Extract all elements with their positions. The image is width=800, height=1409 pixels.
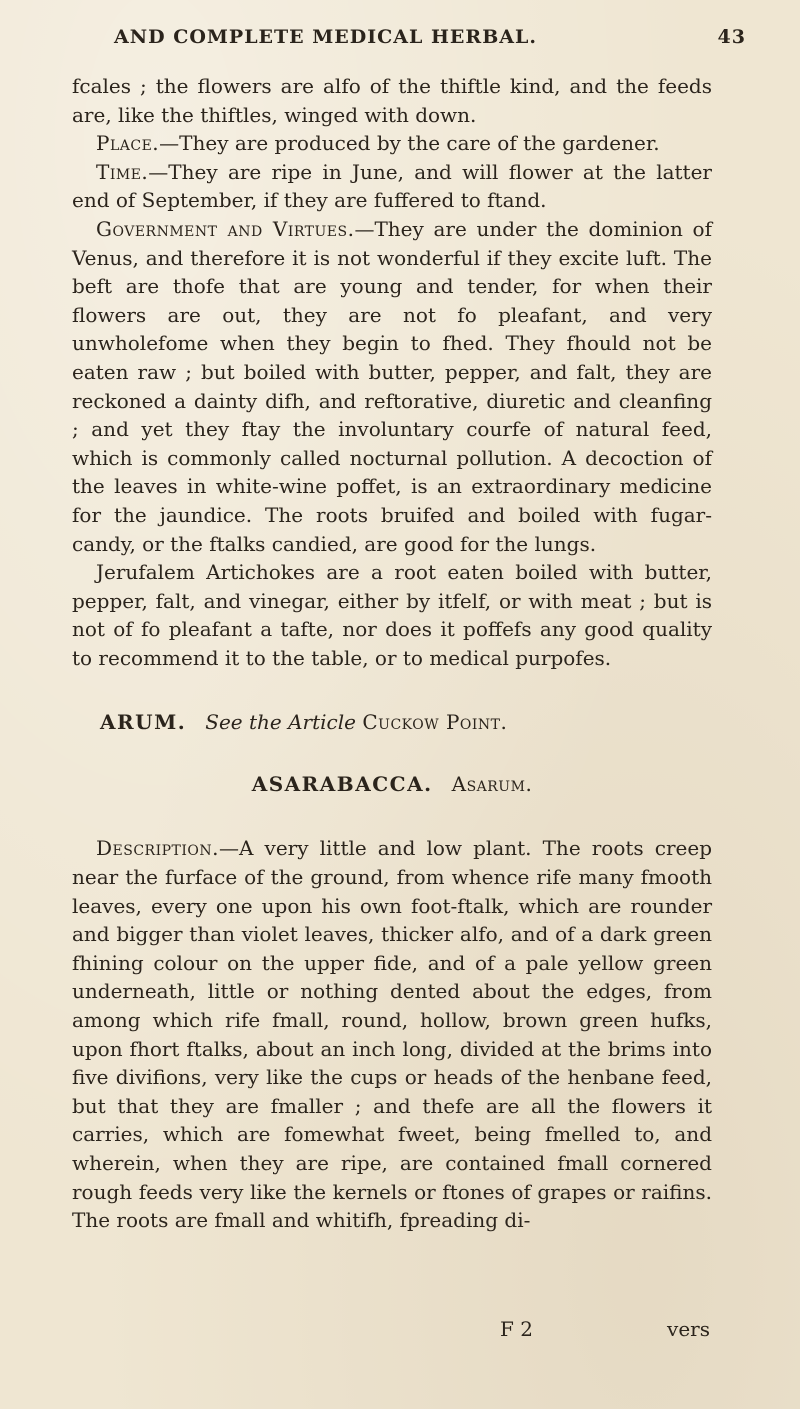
government-label: Government and Virtues. (96, 216, 355, 241)
paragraph-jerusalem-artichokes: Jerufalem Artichokes are a root eaten boiled with butter, pepper, falt, and vinegar, either by itfelf, or with meat ; but is not of fo pleafant a tafte, nor does it poffefs any good quality to recommend it to the table, or to medical purpofes. (72, 560, 712, 670)
asarabacca-heading: ASARABACCA. (251, 772, 433, 797)
body-text (72, 72, 712, 1235)
description-label: Description. (96, 836, 220, 861)
paragraph-place (72, 129, 712, 158)
arum-heading: ARUM. (100, 710, 187, 735)
description-text: —A very little and low plant. The roots creep near the furface of the ground, from whence rife many fmooth leaves, every one upon his own foot-ftalk, which are rounder and bigger than violet leaves, thicker alfo, and of a dark green fhining colour on the upper fide, and of a pale yellow green underneath, little or nothing dented about the edges, from among which rife fmall, round, hollow, brown green hufks, upon fhort ftalks, about an inch long, divided at the brims into five divifions, very like the cups or heads of the henbane feed, but that they are fmaller ; and thefe are all the flowers it carries, which are fomewhat fweet, being fmelled to, and wherein, when they are ripe, are contained fmall cornered rough feeds very like the kernels or ftones of grapes or raifins. The roots are fmall and whitifh, fpreading di- (72, 836, 712, 1233)
entry-asarabacca-title (72, 770, 712, 798)
paragraph-description (72, 834, 712, 1234)
entry-arum (72, 708, 712, 736)
time-text: —They are ripe in June, and will flower at the latter end of September, if they are fuffered to ftand. (72, 159, 712, 213)
government-text: —They are under the dominion of Venus, and therefore it is not wonderful if they excite luft. The beft are thofe that are young and tender, for when their flowers are out, they are not fo pleafant, and very unwholefome when they begin to fhed. They fhould not be eaten raw ; but boiled with butter, pepper, and falt, they are reckoned a dainty difh, and reftorative, diuretic and cleanfing ; and yet they ftay the involuntary courfe of natural feed, which is commonly called nocturnal pollution. A decoction of the leaves in white-wine poffet, is an extraordinary medicine for the jaundice. The roots bruifed and boiled with fugar-candy, or the ftalks candied, are good for the lungs. (72, 216, 712, 556)
place-text: —They are produced by the care of the gardener. (159, 131, 660, 156)
asarabacca-latin-name: Asarum. (451, 772, 533, 797)
catchword: vers (667, 1317, 710, 1341)
time-label: Time. (96, 159, 149, 184)
page-number: 43 (717, 26, 746, 48)
page-header (70, 26, 760, 56)
arum-cross-reference: Cuckow Point. (362, 710, 508, 735)
paragraph-government (72, 215, 712, 558)
paragraph-time (72, 158, 712, 215)
arum-see-reference: See the Article (205, 710, 356, 735)
paragraph-continuation: fcales ; the flowers are alfo of the thiftle kind, and the feeds are, like the thiftles, winged with down. (72, 74, 712, 127)
signature-mark: F 2 (500, 1317, 533, 1341)
place-label: Place. (96, 131, 160, 156)
running-head: AND COMPLETE MEDICAL HERBAL. (114, 26, 537, 48)
